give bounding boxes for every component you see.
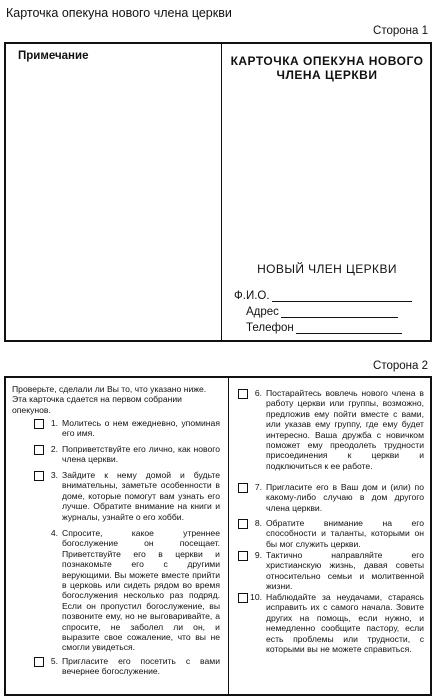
item-text: Поприветствуйте его лично, как нового члена церкви.: [62, 444, 220, 465]
name-field: [234, 290, 412, 302]
side-1-label: Сторона 1: [373, 25, 428, 37]
item-text: Пригласите его в Ваш дом и (или) по какому-либо случаю в дом другого члена церкви.: [266, 482, 424, 513]
checklist-item: [34, 470, 220, 522]
item-number: 5.: [50, 656, 58, 666]
checkbox[interactable]: [238, 551, 248, 561]
checkbox[interactable]: [34, 445, 44, 455]
checklist-item: [238, 388, 424, 471]
item-text: Молитесь о нем ежедневно, упоминая его имя.: [62, 418, 220, 439]
item-text: Постарайтесь вовлечь нового члена в работу церкви или группы, возможно, предложив ему пойти вместе с вами, или указав ему группу, где ему будет интересно. Ваша дружба с новичком поможет ему преодолеть трудности присоединения к церкви и подключиться к ее работе.: [266, 388, 424, 471]
checklist-item: [238, 592, 424, 654]
name-field-label: Ф.И.О.: [234, 290, 270, 302]
checklist-item: [34, 656, 220, 677]
item-number: 7.: [254, 482, 262, 492]
checkbox[interactable]: [238, 519, 248, 529]
side-2-label: Сторона 2: [373, 360, 428, 372]
checkbox[interactable]: [238, 593, 248, 603]
address-field-label: Адрес: [246, 306, 279, 318]
card-divider: [228, 378, 229, 694]
checklist-item: [238, 482, 424, 513]
checkbox[interactable]: [34, 419, 44, 429]
checklist-item: [34, 418, 220, 439]
document-title: Карточка опекуна нового члена церкви: [6, 6, 232, 20]
address-field: [246, 306, 398, 318]
item-number: 4.: [50, 528, 58, 538]
item-number: 1.: [50, 418, 58, 428]
address-field-line: [281, 307, 398, 318]
card-title: КАРТОЧКА ОПЕКУНА НОВОГО ЧЛЕНА ЦЕРКВИ: [230, 54, 424, 82]
item-number: 6.: [254, 388, 262, 398]
item-text: Наблюдайте за неудачами, стараясь исправить их с самого начала. Зовите других на помощь, если нужно, и немедленно сообщите пастору, если есть проблемы или трудности, с которыми вы не можете справиться.: [266, 592, 424, 655]
item-text: Зайдите к нему домой и будьте внимательны, заметьте особенности в доме, которые помогут вам узнать его лучше. Обратите внимание на книги и журналы, узнайте о его хобби.: [62, 470, 220, 522]
item-number: 10.: [250, 592, 262, 602]
name-field-line: [272, 291, 412, 302]
intro-text: Проверьте, сделали ли Вы то, что указано ниже. Эта карточка сдается на первом собрании опекунов.: [12, 384, 207, 415]
phone-field-label: Телефон: [246, 322, 294, 334]
checkbox[interactable]: [34, 657, 44, 667]
checkbox[interactable]: [238, 389, 248, 399]
checklist-item: [34, 444, 220, 465]
checklist-item: [238, 518, 424, 549]
checklist-item: [34, 528, 220, 653]
item-number: 8.: [254, 518, 262, 528]
item-text: Тактично направляйте его христианскую жизнь, давая советы относительно семьи и молитвенной жизни.: [266, 550, 424, 592]
item-number: 2.: [50, 444, 58, 454]
item-text: Обратите внимание на его способности и таланты, которыми он бы мог служить церкви.: [266, 518, 424, 549]
new-member-label: НОВЫЙ ЧЛЕН ЦЕРКВИ: [257, 262, 397, 276]
item-text: Пригласите его посетить с вами вечернее богослужение.: [62, 656, 220, 677]
phone-field: [246, 322, 402, 334]
card-side-2: [4, 376, 432, 696]
note-label: Примечание: [18, 50, 89, 62]
item-number: 3.: [50, 470, 58, 480]
item-text: Спросите, какое утреннее богослужение он посещает. Приветствуйте его в церкви и познакомьте его с другими верующими. Вы можете вместе прийти в церковь или сидеть рядом во время богослужения несколько раз подряд. Если он пропустил богослужение, вы позвоните ему, но не выговаривайте, а спросите, не заболел ли он, и выразите свое сожаление, что вы не смогли увидеться.: [62, 528, 220, 653]
checkbox[interactable]: [238, 483, 248, 493]
checkbox[interactable]: [34, 471, 44, 481]
phone-field-line: [296, 323, 402, 334]
card-side-1: [4, 42, 432, 342]
card-divider: [221, 44, 222, 340]
item-number: 9.: [254, 550, 262, 560]
checklist-item: [238, 550, 424, 592]
